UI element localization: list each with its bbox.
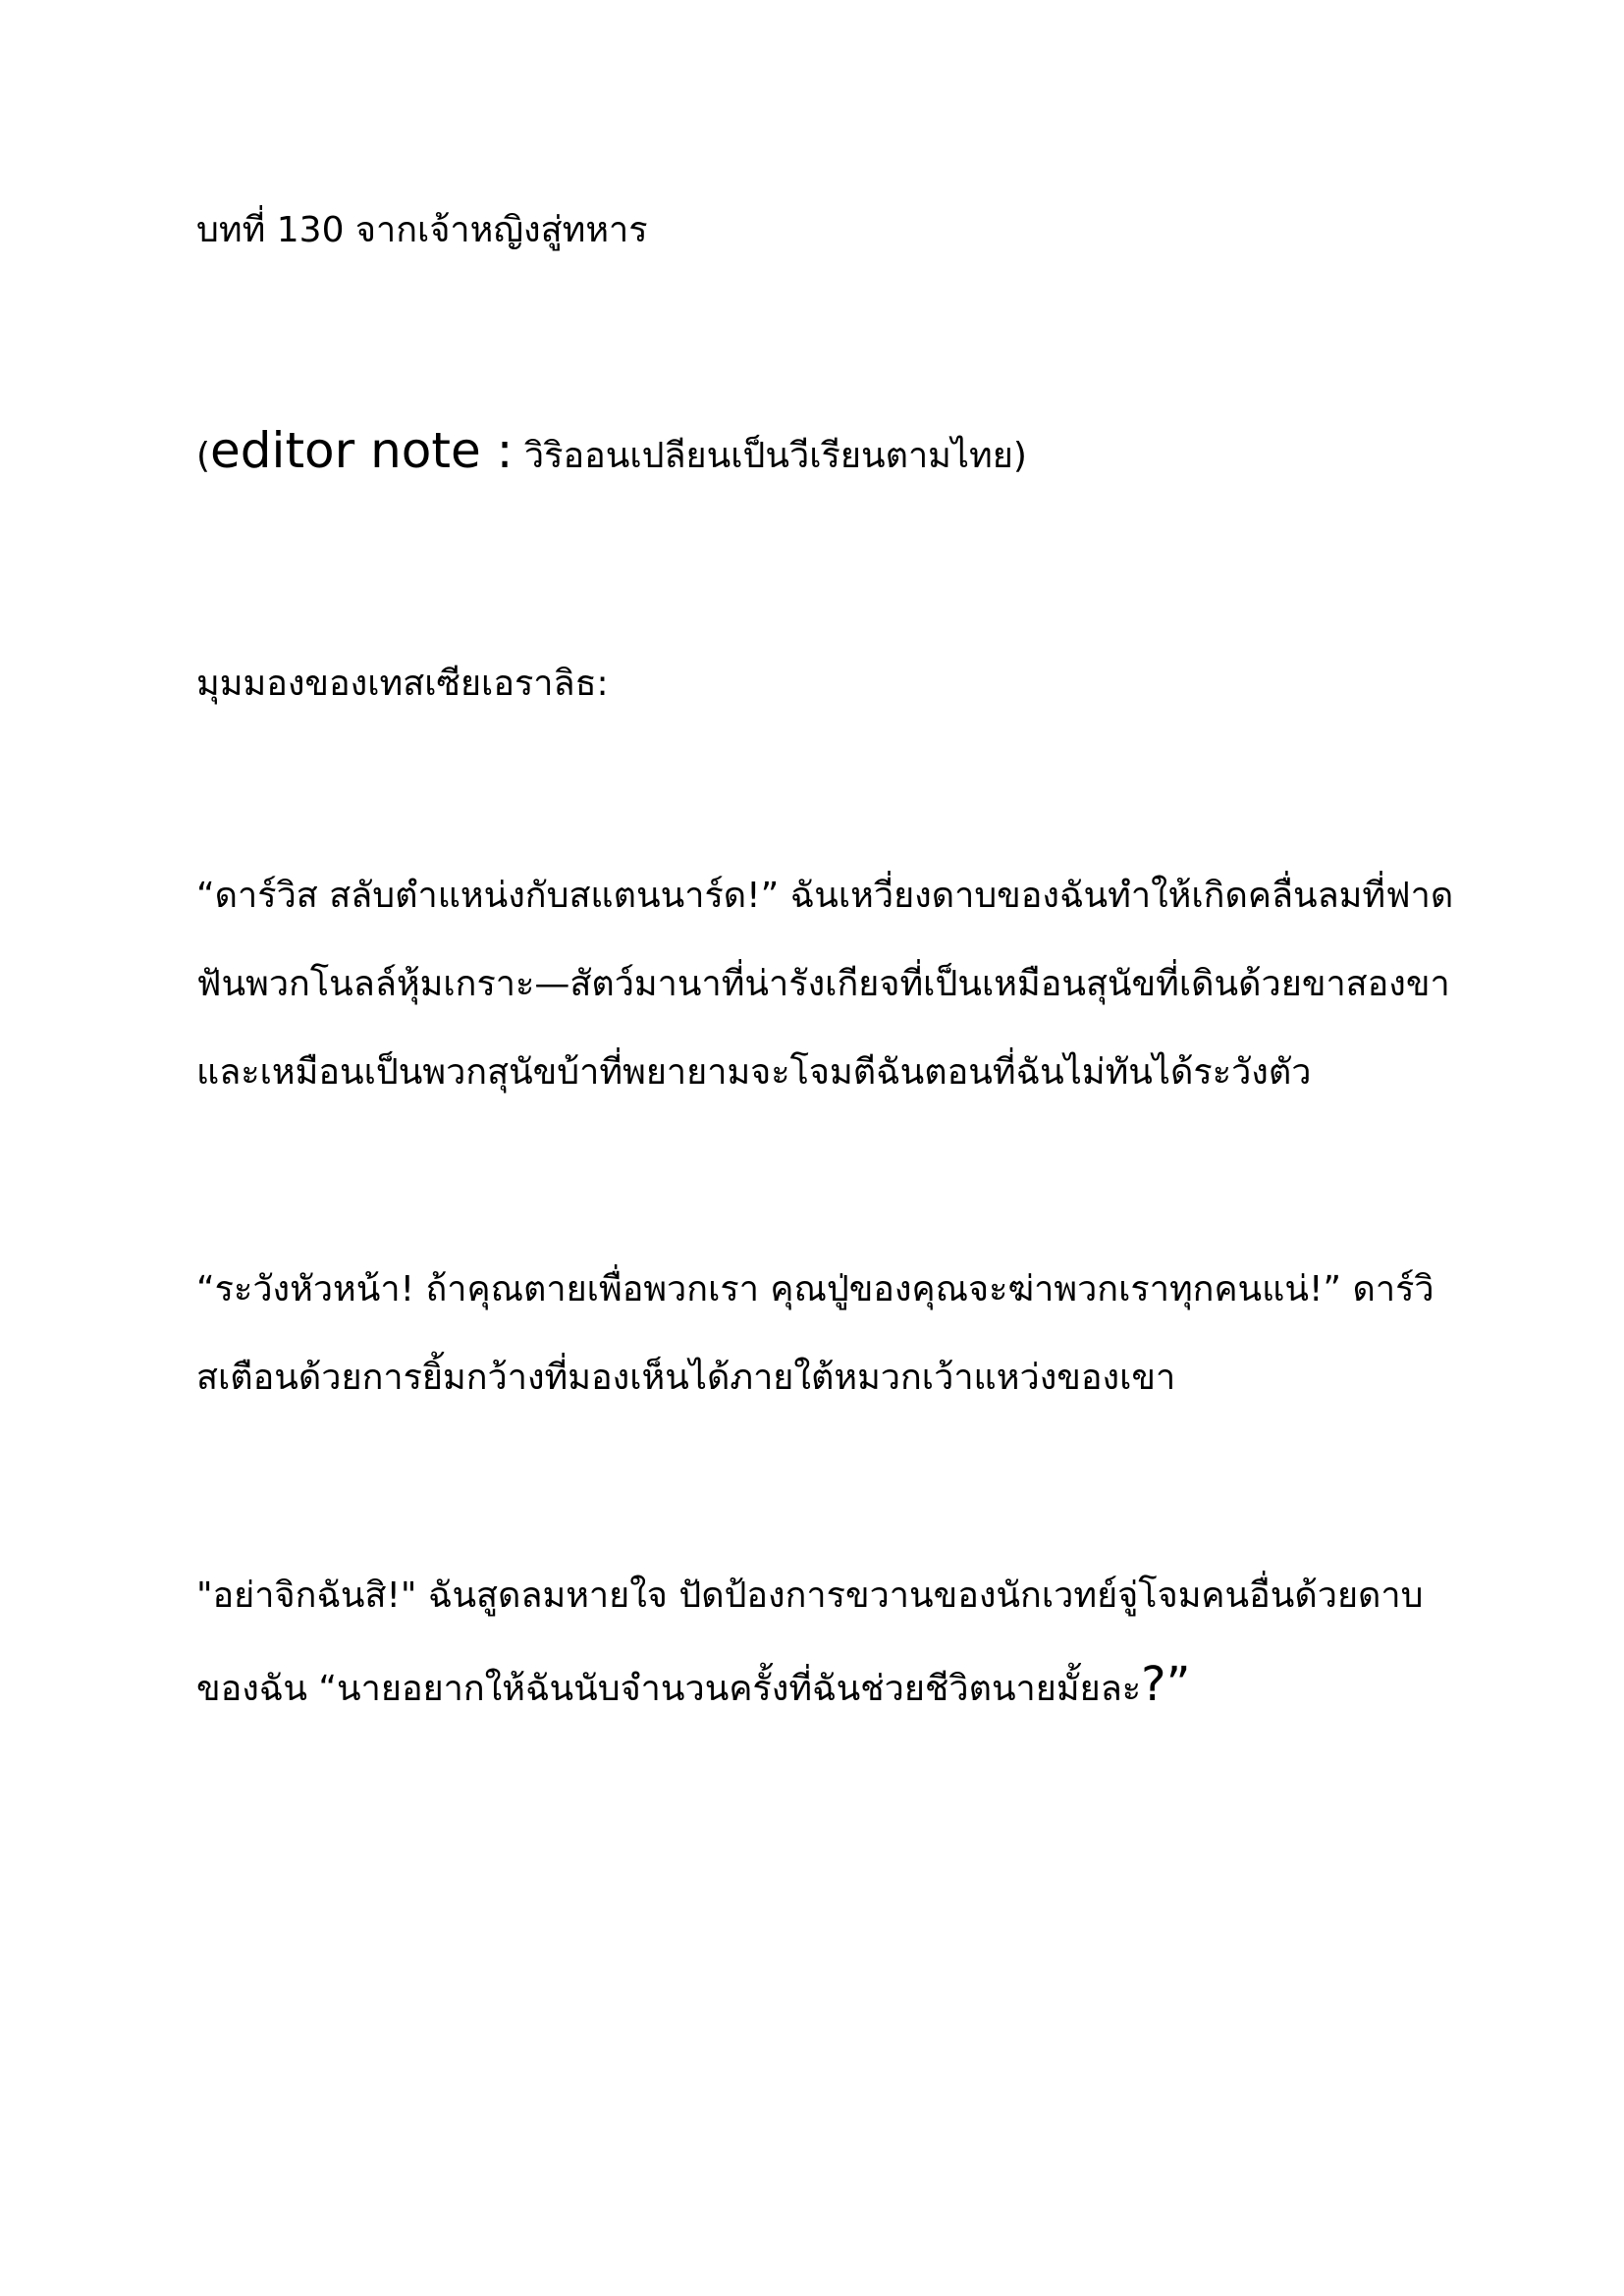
editor-note-text: วิริออนเปลียนเป็นวีเรียนตามไทย) (513, 436, 1027, 476)
editor-note-label: editor note : (210, 422, 514, 479)
paragraph-3-line-2-text: ของฉัน “นายอยากให้ฉันนับจำนวนครั้งที่ฉันช่วยชีวิตนายมั้ยละ (196, 1669, 1142, 1709)
paragraph-3-line-2 (196, 1657, 1191, 1713)
paragraph-1-line-3: และเหมือนเป็นพวกสุนัขบ้าที่พยายามจะโจมตีฉันตอนที่ฉันไม่ทันได้ระวังตัว (196, 1052, 1312, 1093)
chapter-title: บทที่ 130 จากเจ้าหญิงสู่ทหาร (196, 210, 648, 250)
paragraph-1-line-2: ฟันพวกโนลล์หุ้มเกราะ—สัตว์มานาที่น่ารังเกียจที่เป็นเหมือนสุนัขที่เดินด้วยขาสองขา (196, 964, 1450, 1004)
paragraph-2-line-1: “ระวังหัวหน้า! ถ้าคุณตายเพื่อพวกเรา คุณปู่ของคุณจะฆ่าพวกเราทุกคนแน่!” ดาร์วิ (196, 1269, 1435, 1309)
pov-heading: มุมมองของเทสเซียเอราลิธ: (196, 664, 609, 704)
paragraph-3-line-1: "อย่าจิกฉันสิ!" ฉันสูดลมหายใจ ปัดป้องการขวานของนักเวทย์จู่โจมคนอื่นด้วยดาบ (196, 1575, 1424, 1616)
paragraph-3-closing-mark: ?” (1141, 1657, 1191, 1712)
paragraph-1-line-1: “ดาร์วิส สลับตำแหน่งกับสแตนนาร์ด!” ฉันเหวี่ยงดาบของฉันทำให้เกิดคลื่นลมที่ฟาด (196, 876, 1454, 916)
paragraph-2-line-2: สเตือนด้วยการยิ้มกว้างที่มองเห็นได้ภายใต้หมวกเว้าแหว่งของเขา (196, 1358, 1176, 1398)
editor-note (196, 422, 1027, 480)
editor-note-open: ( (196, 436, 211, 476)
